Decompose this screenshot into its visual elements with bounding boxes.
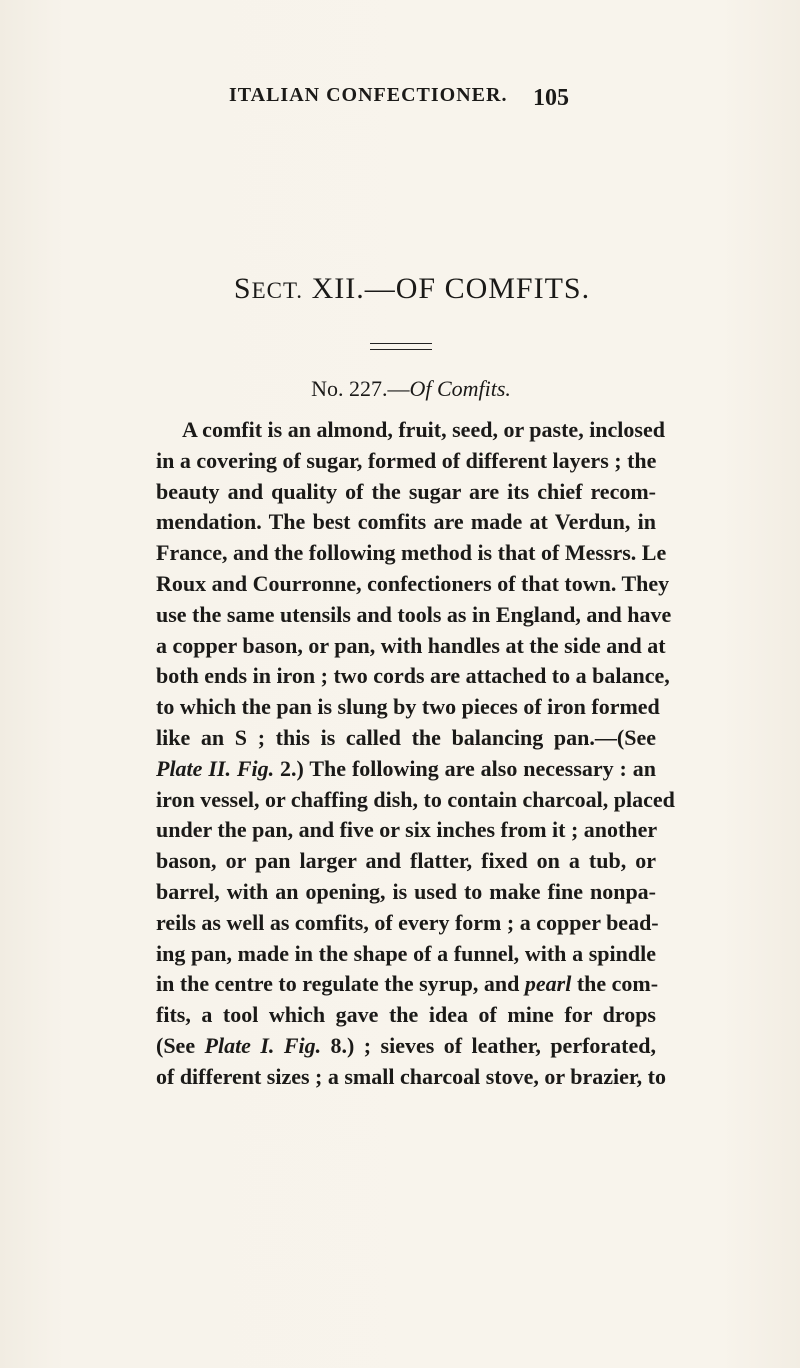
emphasis-word: pearl [524,971,572,997]
section-prefix-cap: S [233,272,252,305]
section-prefix-rest: ECT. [251,278,304,303]
section-heading: —OF COMFITS. [364,272,591,305]
section-number: XII. [311,272,365,305]
figure-reference: Fig. [236,755,275,781]
text-line: a copper bason, or pan, with handles at the side and at [156,632,666,658]
text-fragment: in the centre to regulate the syrup, and [156,971,525,997]
text-line: ing pan, made in the shape of a funnel, with a spindle [156,940,656,966]
divider-rule-top [370,343,432,344]
plate-reference: Plate I. [204,1032,275,1058]
text-line: of different sizes ; a small charcoal stove, or brazier, to [156,1063,666,1089]
page-number: 105 [533,85,569,111]
text-line: A comfit is an almond, fruit, seed, or paste, inclosed [182,417,665,442]
text-line: iron vessel, or chaffing dish, to contain charcoal, placed [156,786,675,812]
text-line: France, and the following method is that of Messrs. Le [156,540,667,566]
plate-reference: Plate II. [156,755,231,781]
text-line: fits, a tool which gave the idea of mine for drops [156,1002,656,1028]
divider-rule-bottom [370,349,432,350]
text-fragment: (See [156,1032,205,1058]
figure-reference: Fig. [283,1032,322,1058]
text-line [156,1031,656,1062]
text-fragment: 8.) ; sieves of leather, perforated, [321,1032,657,1058]
text-line: to which the pan is slung by two pieces of iron formed [156,694,660,720]
running-head: ITALIAN CONFECTIONER. [229,84,508,106]
text-line: reils as well as comfits, of every form ; a copper bead- [156,909,659,935]
text-line: Roux and Courronne, confectioners of that town. They [156,570,670,596]
text-fragment: the com- [571,971,659,997]
article-title: Of Comfits. [409,376,511,401]
text-fragment: 2.) The following are also necessary : an [274,755,656,781]
text-line: barrel, with an opening, is used to make fine nonpa- [156,878,656,904]
text-line: like an S ; this is called the balancing pan.—(See [156,724,656,750]
text-line [156,969,659,1000]
text-line: use the same utensils and tools as in England, and have [156,601,672,627]
text-line: both ends in iron ; two cords are attached to a balance, [156,663,670,689]
text-line [156,754,656,785]
article-number: No. 227.— [311,376,410,401]
text-line: mendation. The best comfits are made at Verdun, in [156,509,656,535]
section-title [0,272,800,306]
article-heading [0,376,800,402]
body-text [156,415,675,1093]
text-line: under the pan, and five or six inches from it ; another [156,817,658,843]
text-line: beauty and quality of the sugar are its chief recom- [156,478,656,504]
text-line: bason, or pan larger and flatter, fixed on a tub, or [156,848,656,874]
text-line: in a covering of sugar, formed of different layers ; the [156,447,657,473]
